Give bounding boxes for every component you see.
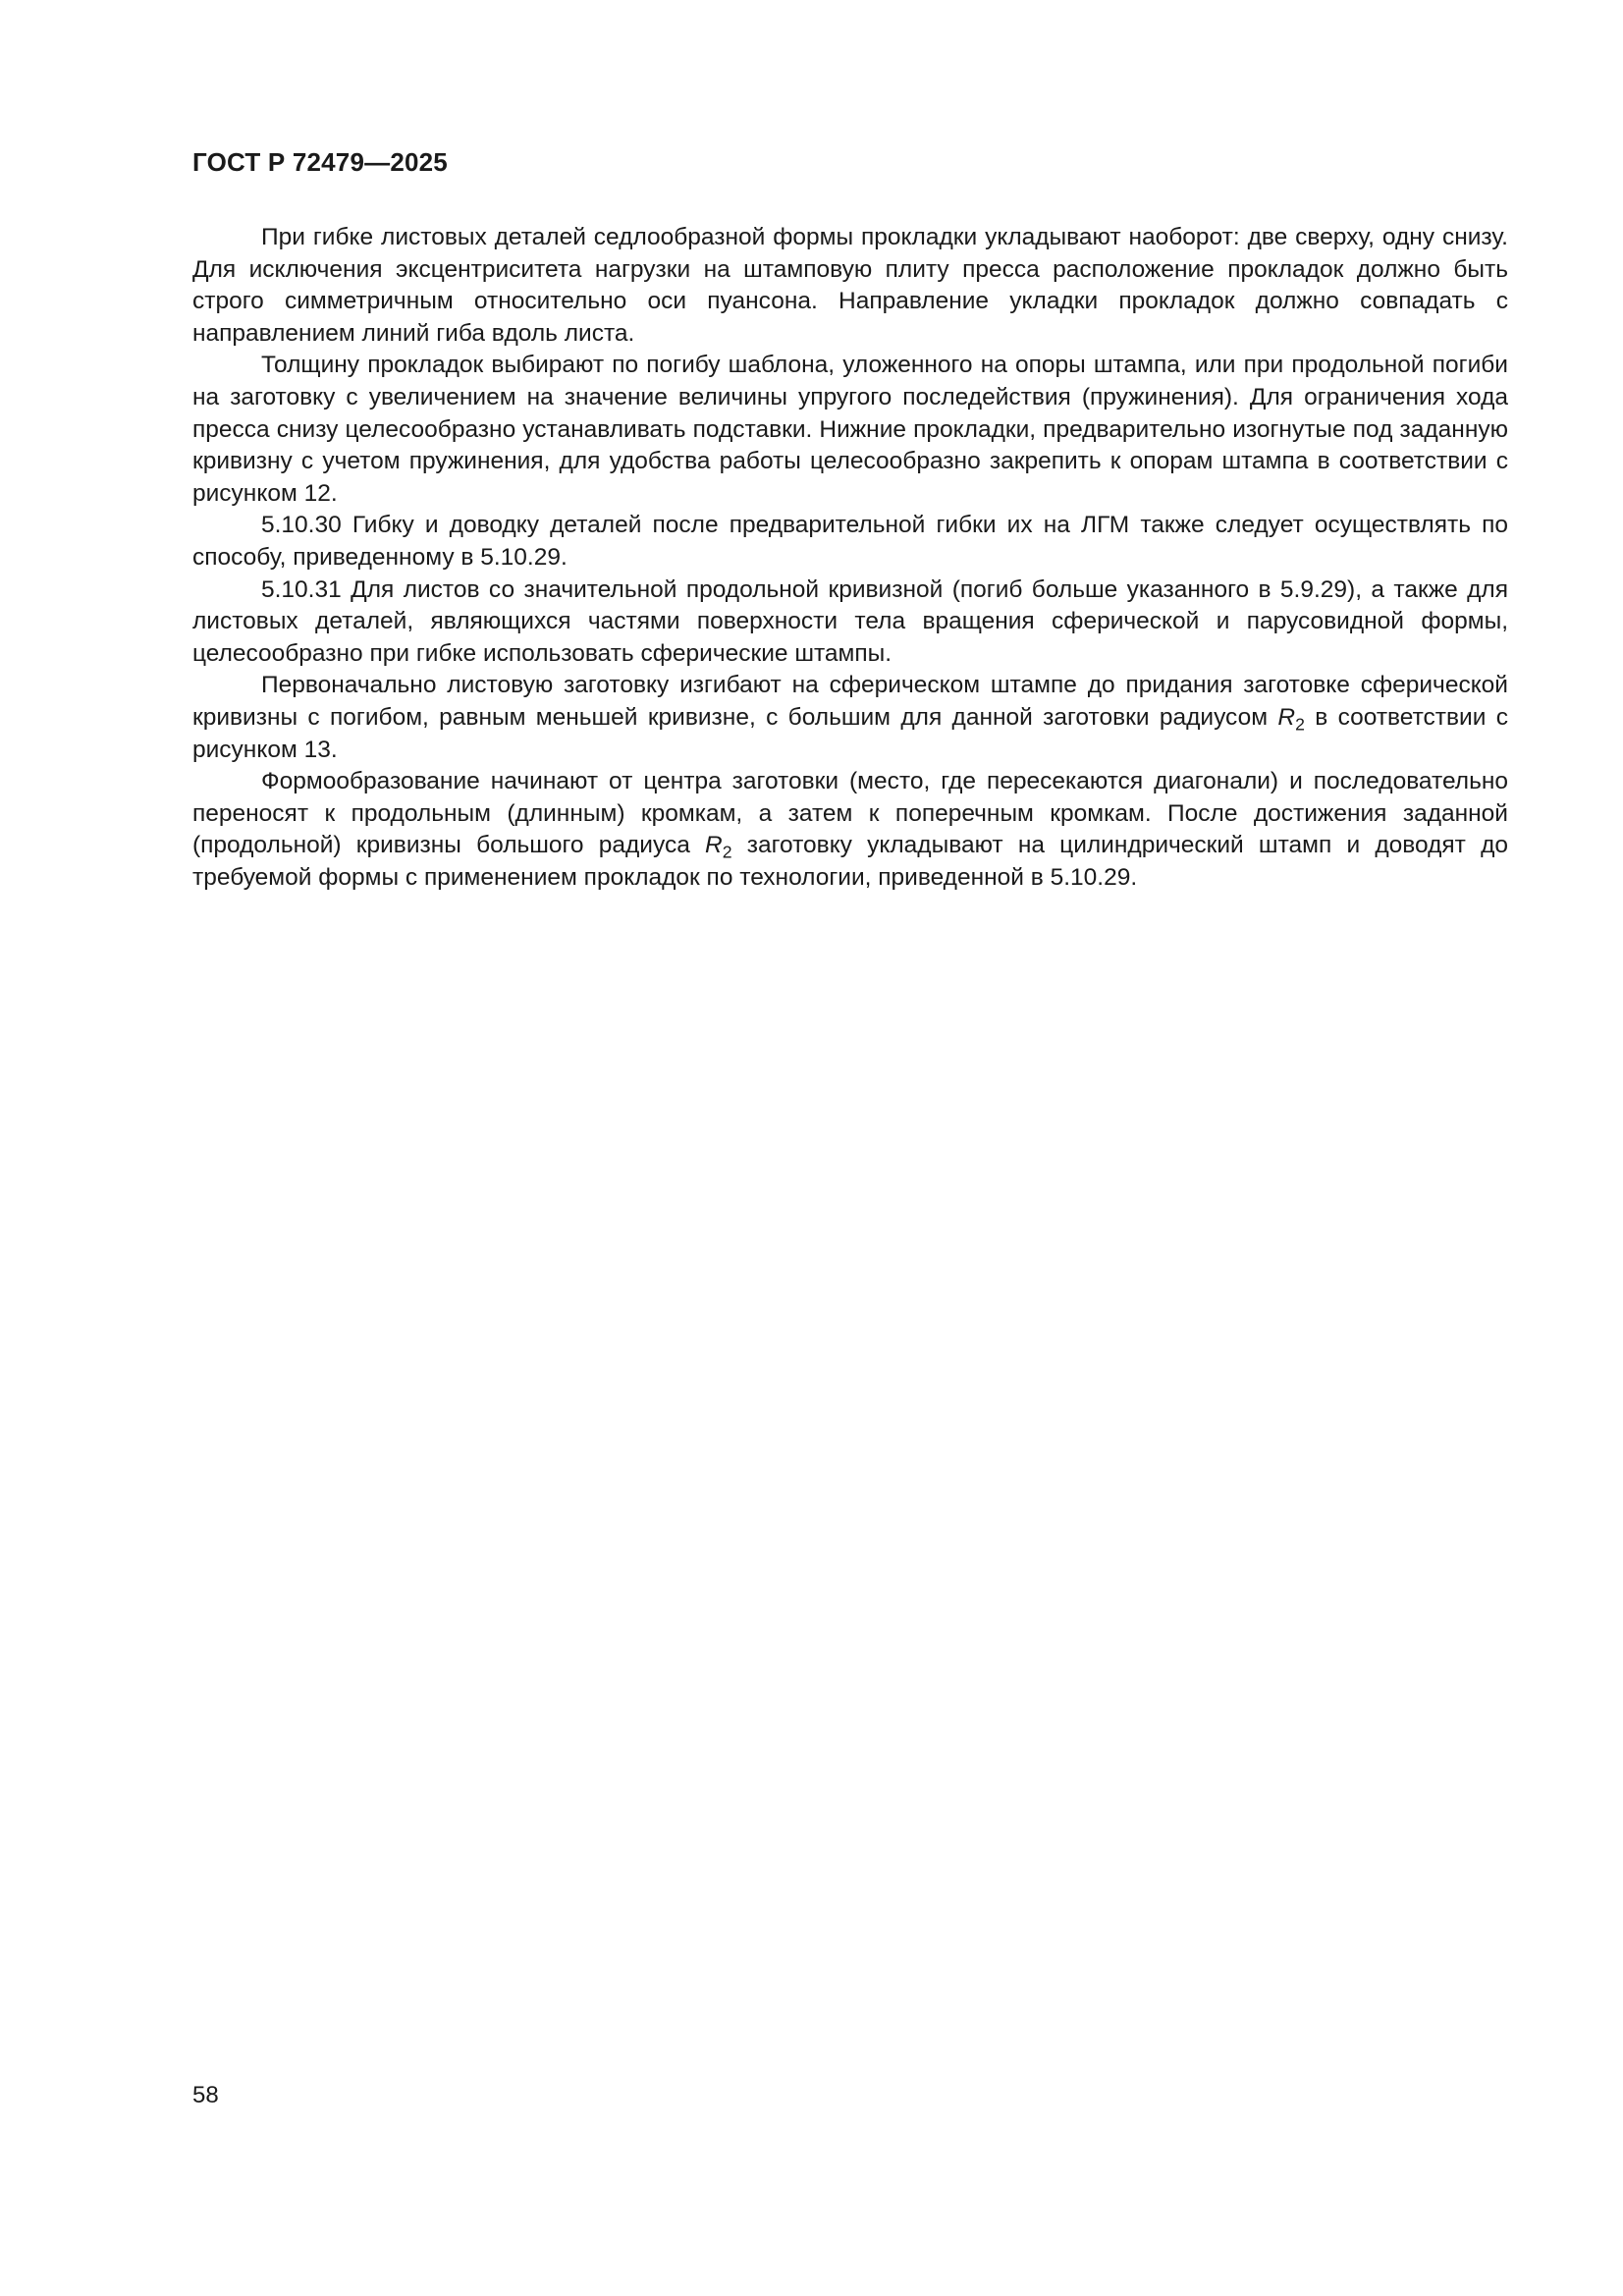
paragraph-saddle-bending: При гибке листовых деталей седлообразной формы прокладки укладывают наоборот: две сверху, одну снизу. Для исключения эксцентриситета нагрузки на штамповую плиту пресса расположение прокладок должно быть строго симметричным относительно оси пуансона. Направление укладки прокладок должно совпадать с направлением линий гиба вдоль листа. xyxy=(192,224,1508,347)
radius-symbol: R xyxy=(1277,703,1296,731)
radius-subscript: 2 xyxy=(1295,714,1305,735)
paragraph-initial-bending-text-1: Первоначально листовую заготовку изгибают на сферическом штампе до придания заготовке сферической кривизны с погибом, равным меньшей кривизне, с большим для данной заготовки радиусом xyxy=(192,672,1508,731)
document-header-code: ГОСТ Р 72479—2025 xyxy=(192,147,448,177)
radius-symbol: R xyxy=(705,832,723,859)
paragraph-forming-order-text-1: Формообразование начинают от центра заготовки (место, где пересекаются диагонали) и последовательно переносят к продольным (длинным) кромкам, а затем к поперечным кромкам. После достижения заданной (продольной) кривизны большого радиуса xyxy=(192,768,1508,859)
paragraph-forming-order xyxy=(192,766,1508,894)
paragraph-initial-bending xyxy=(192,670,1508,766)
paragraph-initial-bending-text-2: в соответствии с рисунком 13. xyxy=(192,703,1508,763)
paragraph-5-10-31: 5.10.31 Для листов со значительной продольной кривизной (погиб больше указанного в 5.9.29), а также для листовых деталей, являющихся частями поверхности тела вращения сферической и парусовидной формы, целесообразно при гибке использовать сферические штампы. xyxy=(192,575,1508,667)
paragraph-5-10-30: 5.10.30 Гибку и доводку деталей после предварительной гибки их на ЛГМ также следует осуществлять по способу, приведенному в 5.10.29. xyxy=(192,512,1508,571)
document-body xyxy=(192,222,1508,894)
paragraph-forming-order-text-2: заготовку укладывают на цилиндрический штамп и доводят до требуемой формы с применением прокладок по технологии, приведенной в 5.10.29. xyxy=(192,832,1509,891)
paragraph-shim-thickness: Толщину прокладок выбирают по погибу шаблона, уложенного на опоры штампа, или при продольной погиби на заготовку с увеличением на значение величины упругого последействия (пружинения). Для ограничения хода пресса снизу целесообразно устанавливать подставки. Нижние прокладки, предварительно изогнутые под заданную кривизну с учетом пружинения, для удобства работы целесообразно закрепить к опорам штампа в соответствии с рисунком 12. xyxy=(192,352,1508,507)
page-number: 58 xyxy=(192,2082,219,2108)
radius-subscript: 2 xyxy=(722,842,732,862)
